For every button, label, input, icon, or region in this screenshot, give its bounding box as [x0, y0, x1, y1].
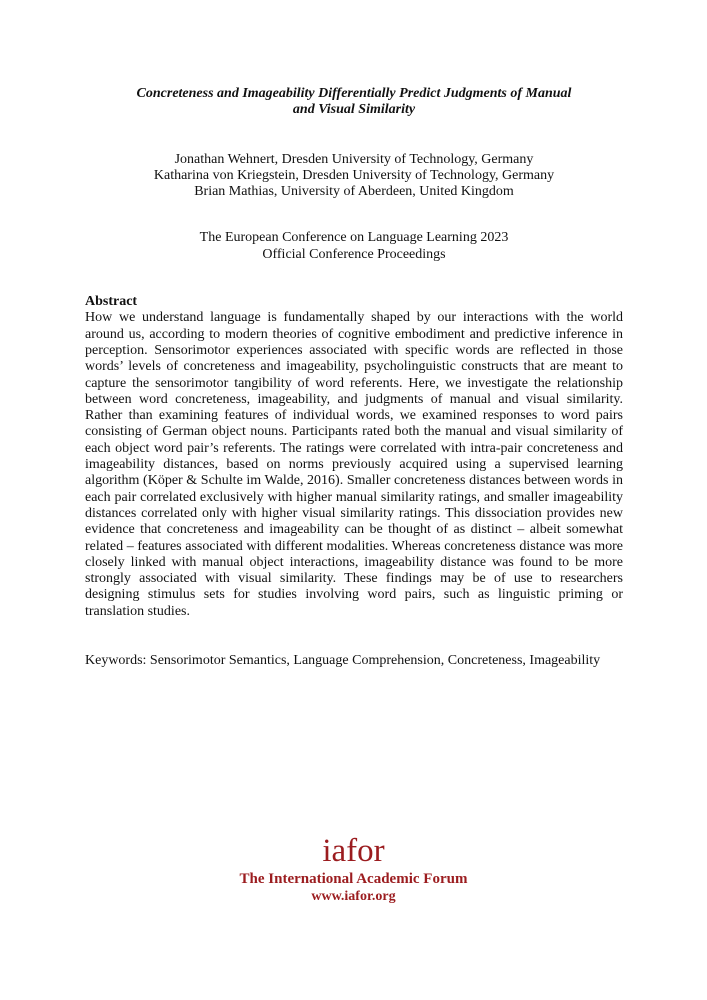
paper-content — [85, 0, 623, 669]
iafor-logo: iafor — [322, 833, 385, 869]
abstract-heading: Abstract — [85, 294, 138, 310]
conference-block — [85, 230, 623, 263]
paper-title-line2: and Visual Similarity — [292, 102, 416, 118]
keywords-line: Keywords: Sensorimotor Semantics, Language Comprehension, Concreteness, Imageability — [85, 653, 601, 669]
paper-title — [85, 86, 623, 119]
conference-proceedings: Official Conference Proceedings — [262, 246, 446, 262]
author-line: Brian Mathias, University of Aberdeen, United Kingdom — [194, 184, 514, 200]
footer-org-name: The International Academic Forum — [239, 871, 468, 887]
footer — [0, 833, 707, 905]
abstract-body: How we understand language is fundamentally shaped by our interactions with the world around us, according to modern theories of cognitive embodiment and predictive inference in perception. Sensorimotor experiences associated with specific words are reflected in those words’ levels of concreteness and imageability, psycholinguistic constructs that are meant to capture the sensorimotor tangibility of word referents. Here, we investigate the relationship between word concreteness, imageability, and judgments of manual and visual similarity. Rather than examining features of individual words, we examined responses to word pairs consisting of German object nouns. Participants rated both the manual and visual similarity of each object word pair’s referents. The ratings were correlated with intra-pair concreteness and imageability distances, based on norms previously acquired using a supervised learning algorithm (Köper & Schulte im Walde, 2016). Smaller concreteness distances between words in each pair correlated exclusively with higher manual similarity ratings, and smaller imageability distances correlated only with higher visual similarity ratings. This dissociation provides new evidence that concreteness and imageability can be thought of as distinct – albeit somewhat related – features associated with different modalities. Whereas concreteness distance was more closely linked with manual object interactions, imageability distance was found to be more strongly associated with visual similarity. These findings may be of use to researchers designing stimulus sets for studies involving word pairs, such as linguistic priming or translation studies. — [85, 310, 623, 619]
paper-title-line1: Concreteness and Imageability Differentially Predict Judgments of Manual — [136, 86, 572, 101]
footer-url-link[interactable]: www.iafor.org — [311, 889, 396, 904]
conference-name: The European Conference on Language Learning 2023 — [199, 230, 509, 246]
author-line: Katharina von Kriegstein, Dresden University of Technology, Germany — [153, 167, 555, 183]
author-block — [85, 152, 623, 201]
author-line: Jonathan Wehnert, Dresden University of Technology, Germany — [174, 151, 534, 167]
